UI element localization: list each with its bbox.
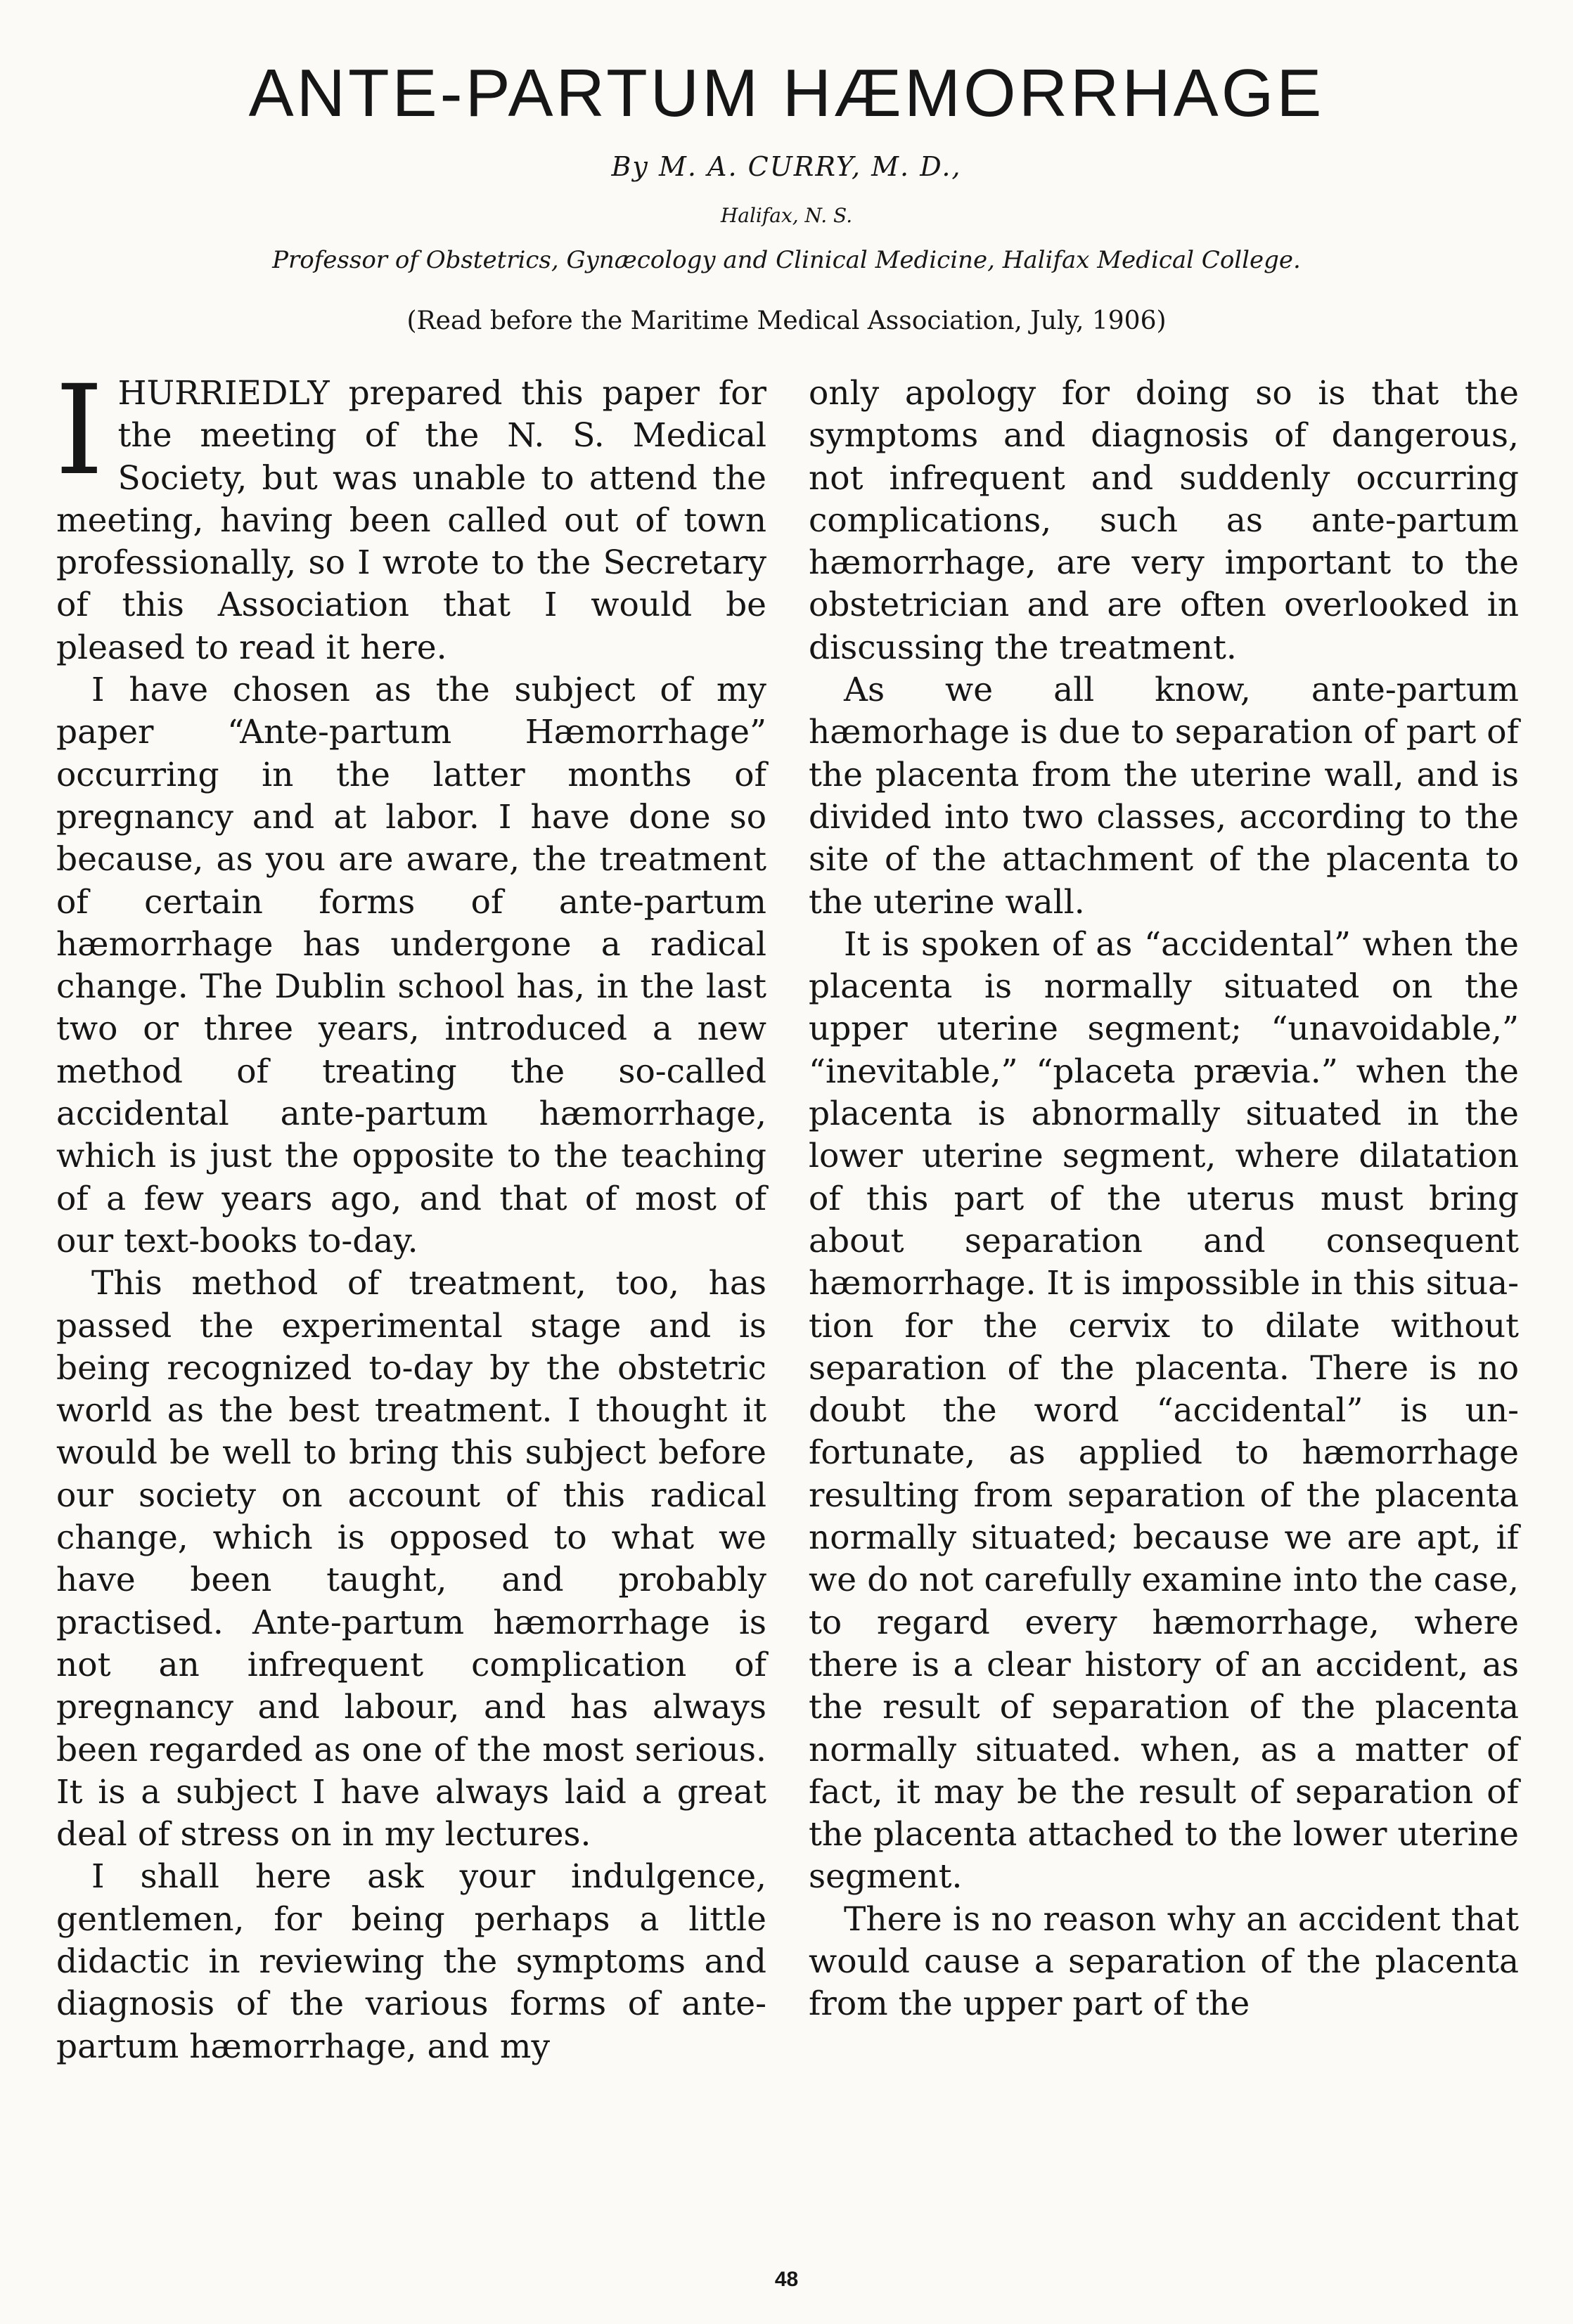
left-column — [55, 359, 766, 2068]
author-byline: By M. A. CURRY, M. D., — [611, 151, 962, 182]
author-location: Halifax, N. S. — [720, 204, 853, 227]
paragraph: I shall here ask your indulgence, gentlemen, for being perhaps a little didactic in reviewing the symptoms and diagnosis of the various forms of ante-partum hæmorrhage, and my — [56, 1857, 766, 2066]
right-column — [809, 373, 1519, 2026]
page-number: 48 — [774, 2268, 799, 2291]
paragraph-text: HURRIEDLY prepared this paper for the meeting of the N. S. Medical Society, but was unable to attend the meeting, having been called out of town professionally, so I wrote to the Secretary of this Association that I would be pleased to read it here. — [56, 374, 766, 667]
paragraph: It is spoken of as “accidental” when the placenta is normally situated on the upper uterine segment; “unavoidable,” “inevitable,” “placeta prævia.” when the placenta is abnormally situated in the lower uterine segment, where dilatation of this part of the uterus must bring about separation and consequent hæmorrhage. It is impossible in this situation for the cervix to dilate without separation of the placenta. There is no doubt the word “accidental” is unfortunate, as applied to hæmorrhage resulting from separation of the placenta normally situated; because we are apt, if we do not carefully examine into the case, to regard every hæmorrhage, where there is a clear history of an accident, as the result of separation of the placenta normally situated. when, as a matter of fact, it may be the result of separation of the placenta attached to the lower uterine segment. — [809, 924, 1519, 1897]
paragraph — [55, 359, 766, 669]
author-professorship: Professor of Obstetrics, Gynæcology and Clinical Medicine, Halifax Medical College. — [272, 246, 1301, 274]
paragraph: This method of treatment, too, has passed the experimental stage and is being recognized to-day by the obstetric world as the best treatment. I thought it would be well to bring this subject before our society on account of this radical change, which is opposed to what we have been taught, and probably practised. Ante-partum hæmorrhage is not an infrequent complication of pregnancy and labour, and has always been regarded as one of the most serious. It is a subject I have always laid a great deal of stress on in my lectures. — [56, 1264, 766, 1854]
paragraph: As we all know, ante-partum hæmorhage is due to separation of part of the placenta from the uterine wall, and is divided into two classes, according to the site of the attachment of the placenta to the uterine wall. — [809, 671, 1519, 922]
paragraph: only apology for doing so is that the symptoms and diagnosis of dangerous, not infrequent and suddenly occurring complications, such as ante-partum hæmorrhage, are very important to the obstetrician and are often overlooked in discussing the treatment. — [809, 374, 1519, 667]
article-title: ANTE-PARTUM HÆMORRHAGE — [248, 56, 1325, 131]
paragraph: There is no reason why an accident that would cause a separation of the placenta from the upper part of the — [809, 1899, 1519, 2024]
paragraph: I have chosen as the subject of my paper “Ante-partum Hæmorrhage” occurring in the latter months of pregnancy and at labor. I have done so because, as you are aware, the treatment of certain forms of ante-partum hæmorrhage has undergone a radical change. The Dublin school has, in the last two or three years, introduced a new method of treating the so-called accidental ante-partum hæmorrhage, which is just the opposite to the teaching of a few years ago, and that of most of our text-books to-day. — [56, 671, 766, 1260]
read-note: (Read before the Maritime Medical Association, July, 1906) — [406, 306, 1167, 335]
drop-cap: I — [55, 359, 104, 503]
